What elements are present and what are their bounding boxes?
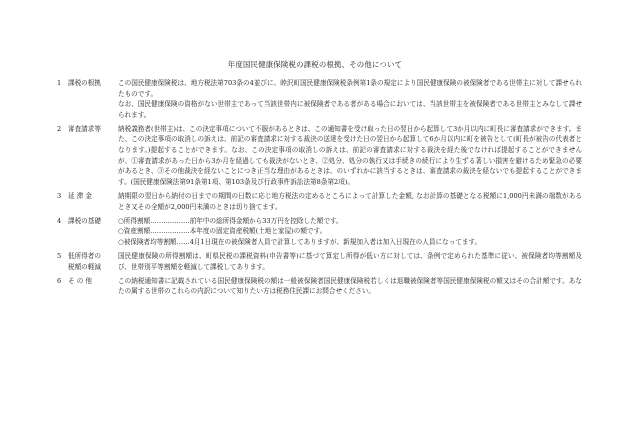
section-basis [57,78,582,120]
section-number: 3 [57,191,62,200]
section-tax-basis [57,216,582,248]
section-heading: 低所得者の 税額の軽減 [68,251,101,271]
section-number: 6 [57,276,62,285]
section-paragraph: ○被保険者均等割額……4月1日現在の被保険者人員で計算してありますが、新規加入者は加入日現在の人員になってます。 [118,237,482,246]
section-paragraph: この納税通知書に記載されている国民健康保険税の額は一般被保険者国民健康保険税若しくは退職被保険者等国民健康保険税の額又はその合計額です。あなたの属する世帯のこれらの内訳について知りたい方は税務住民課にお問合せください。 [118,276,582,296]
section-number: 1 [57,79,62,87]
section-body [118,251,582,272]
section-body [118,216,582,248]
section-paragraph: 納期限の翌日から納付の日までの期間の日数に応じ地方税法の定めるところによって計算した金額, なお計算の基礎となる税額に1,000円未満の端数があるとき又その全額が2,000円未満のときは切り捨てます。 [118,191,582,211]
document-title: 年度国民健康保険税の課税の根拠、その他について [227,60,403,69]
section-heading: そ の 他 [68,276,92,285]
section-number: 2 [57,124,62,133]
section-body [118,78,582,120]
section-paragraph: ○所得割額………………前年中の総所得金額から33万円を控除した額です。 [118,216,343,225]
section-appeal [57,124,582,188]
section-number: 4 [57,216,62,225]
section-paragraph: 国民健康保険の所得割額は、町県民税の課税資料(申告書等)に基づて算定し所得が低い方に対しては、条例で定められた基準に従い、被保険者均等割額及び、世帯別平等割額を軽減して課税してあります。 [118,251,582,271]
section-body [118,276,582,297]
section-heading: 課税の根拠 [68,79,101,87]
section-heading: 延 滞 金 [68,191,92,200]
section-paragraph: なお、国民健康保険の資格がない世帯主であって当該世帯内に被保険者である者がある場合においては、当該世帯主を被保険者である世帯主とみなして課せられます。 [118,100,582,119]
section-late-fee [57,191,582,212]
section-other [57,276,582,297]
section-list [57,78,582,300]
section-number: 5 [57,251,62,260]
section-body [118,124,582,188]
section-heading: 審査請求等 [68,124,101,133]
section-body [118,191,582,212]
section-paragraph: ○資産割額………………本年度の固定資産税額(土地と家屋)の額です。 [118,227,327,236]
section-reduction [57,251,582,272]
section-heading: 課税の基礎 [68,216,101,225]
section-paragraph: この国民健康保険税は、地方税法第703条の4並びに、睦沢町国民健康保険税条例第1条の規定により国民健康保険の被保険者である世帯主に対して課せられたものです。 [118,79,582,98]
section-paragraph: 納税義務者(世帯主)は、この決定事項について不服があるときは、この通知書を受け取った日の翌日から起算して3か月以内に町長に審査請求ができます。また、この決定事項の取消しの訴えは、前記の審査請求に対する裁決の送達を受けた日の翌日から起算して6か月以内に町を被告として(町長が被告の代表者となります。)提起することができます。なお、この決定事項の取消しの訴えは、前記の審査請求に対する裁決を経た後でなければ提起することができませんが、①審査請求があった日から3か月を経過しても裁決がないとき、②処分、処分の執行又は手続きの続行により生ずる著しい損害を避けるため緊急の必要があるとき、③その他裁決を経ないことにつき正当な理由があるときは、のいずれかに該当するときは、審査請求の裁決を経ないでも提起することができます。(国民健康保険法第91条第1項、第103条及び行政事件訴訟法第8条第2項)。 [118,124,582,186]
